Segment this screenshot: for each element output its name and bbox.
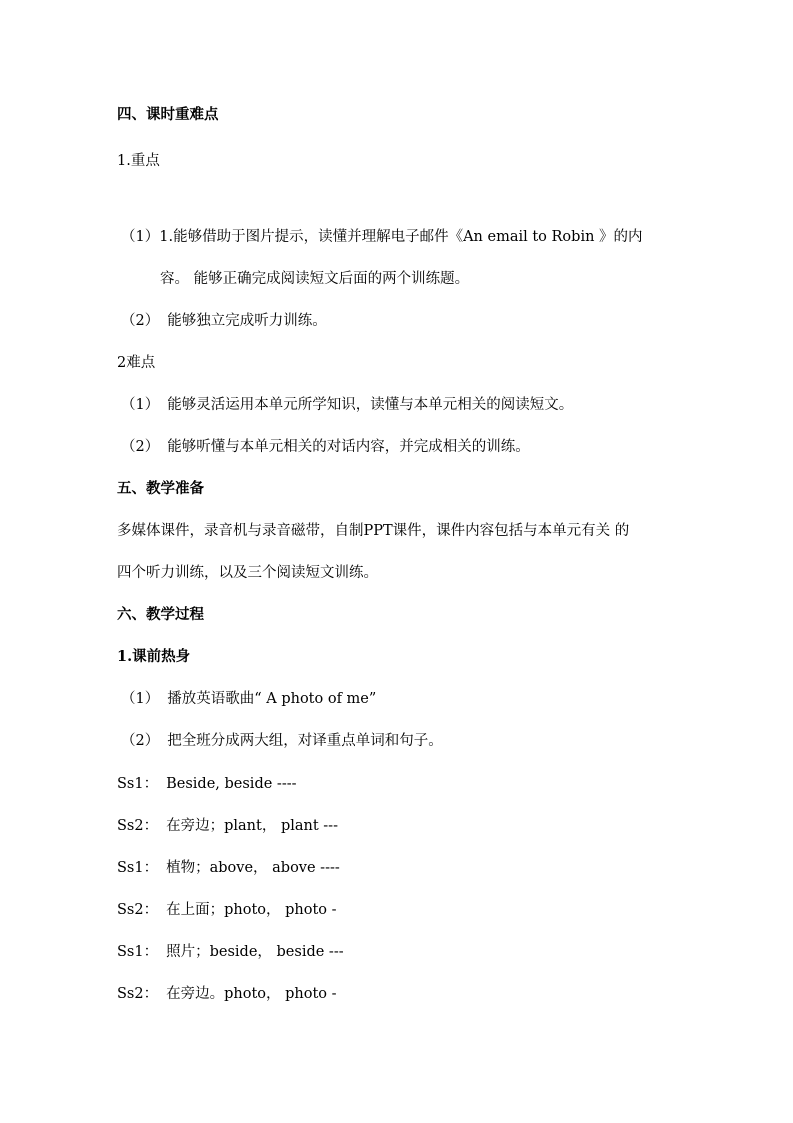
step-title-warmup: 1.课前热身 bbox=[117, 648, 191, 665]
item-number: （2） bbox=[121, 439, 160, 455]
warmup-item-1 bbox=[121, 690, 376, 708]
dialogue-speaker: Ss1： bbox=[117, 860, 159, 876]
item-text: 把全班分成两大组，对译重点单词和句子。 bbox=[167, 733, 443, 749]
difficult-point-item-1 bbox=[121, 396, 573, 414]
dialogue-text: Beside, beside ---- bbox=[166, 776, 297, 792]
key-point-item-2 bbox=[121, 312, 327, 330]
dialogue-speaker: Ss1： bbox=[117, 776, 159, 792]
preparation-text-line-2: 四个听力训练，以及三个阅读短文训练。 bbox=[117, 565, 378, 581]
section-heading-process: 六、教学过程 bbox=[117, 606, 204, 623]
key-point-item-1 bbox=[121, 228, 643, 246]
section-heading-preparation: 五、教学准备 bbox=[117, 480, 204, 497]
dialogue-speaker: Ss2： bbox=[117, 818, 159, 834]
dialogue-line bbox=[117, 985, 337, 1003]
dialogue-text: 在上面；photo， photo - bbox=[166, 902, 337, 918]
dialogue-text: 照片；beside， beside --- bbox=[166, 944, 344, 960]
dialogue-line bbox=[117, 859, 340, 877]
dialogue-text: 植物；above， above ---- bbox=[166, 860, 340, 876]
dialogue-line bbox=[117, 817, 338, 835]
item-number: （1） bbox=[121, 691, 160, 707]
warmup-item-2 bbox=[121, 732, 443, 750]
section-heading-key-points: 四、课时重难点 bbox=[117, 106, 219, 123]
item-text: 播放英语歌曲“ A photo of me” bbox=[167, 691, 377, 707]
item-text: 1.能够借助于图片提示，读懂并理解电子邮件《An email to Robin 》的内 bbox=[159, 229, 643, 245]
dialogue-speaker: Ss2： bbox=[117, 986, 159, 1002]
preparation-text-line-1: 多媒体课件，录音机与录音磁带，自制PPT课件，课件内容包括与本单元有关 的 bbox=[117, 523, 630, 539]
item-text: 能够灵活运用本单元所学知识，读懂与本单元相关的阅读短文。 bbox=[167, 397, 574, 413]
item-number: （1） bbox=[121, 229, 160, 245]
difficult-point-item-2 bbox=[121, 438, 530, 456]
item-number: （2） bbox=[121, 733, 160, 749]
dialogue-speaker: Ss2： bbox=[117, 902, 159, 918]
item-text: 能够独立完成听力训练。 bbox=[167, 313, 327, 329]
item-number: （2） bbox=[121, 313, 160, 329]
dialogue-text: 在旁边；plant， plant --- bbox=[166, 818, 338, 834]
dialogue-text: 在旁边。photo， photo - bbox=[166, 986, 337, 1002]
subheading-difficult-points: 2难点 bbox=[117, 355, 156, 371]
dialogue-speaker: Ss1： bbox=[117, 944, 159, 960]
item-text: 能够听懂与本单元相关的对话内容，并完成相关的训练。 bbox=[167, 439, 530, 455]
item-number: （1） bbox=[121, 397, 160, 413]
dialogue-line bbox=[117, 943, 344, 961]
key-point-item-1-continued: 容。 能够正确完成阅读短文后面的两个训练题。 bbox=[160, 271, 470, 287]
subheading-key-points: 1.重点 bbox=[117, 153, 160, 169]
dialogue-line bbox=[117, 775, 297, 793]
dialogue-line bbox=[117, 901, 337, 919]
